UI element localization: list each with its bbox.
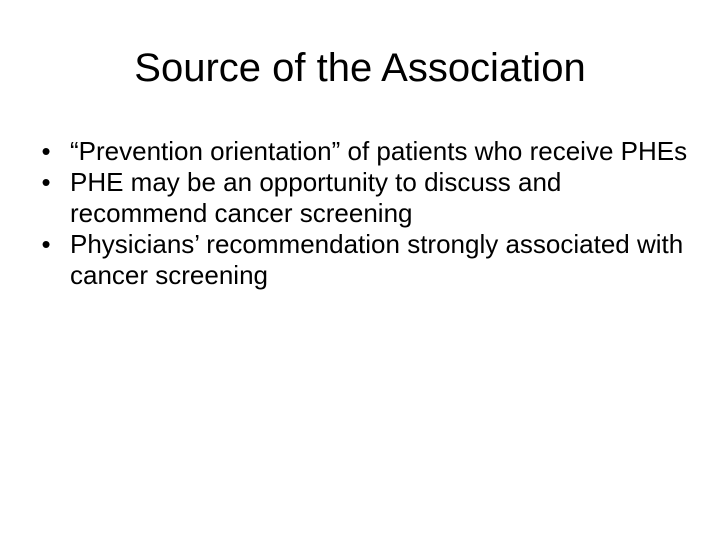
- bullet-item-physician-recommendation: [36, 229, 696, 291]
- bullet-icon: •: [41, 167, 51, 197]
- bullet-icon: •: [41, 229, 51, 259]
- bullet-text: “Prevention orientation” of patients who receive PHEs: [70, 136, 688, 166]
- bullet-icon: •: [41, 136, 51, 166]
- bullet-item-prevention-orientation: [36, 136, 696, 167]
- slide-title: Source of the Association: [134, 46, 586, 90]
- bullet-text: PHE may be an opportunity to discuss and recommend cancer screening: [70, 167, 562, 228]
- bullet-item-phe-opportunity: [36, 167, 696, 229]
- bullet-text: Physicians’ recommendation strongly associated with cancer screening: [70, 229, 684, 290]
- bullet-list: [36, 136, 696, 291]
